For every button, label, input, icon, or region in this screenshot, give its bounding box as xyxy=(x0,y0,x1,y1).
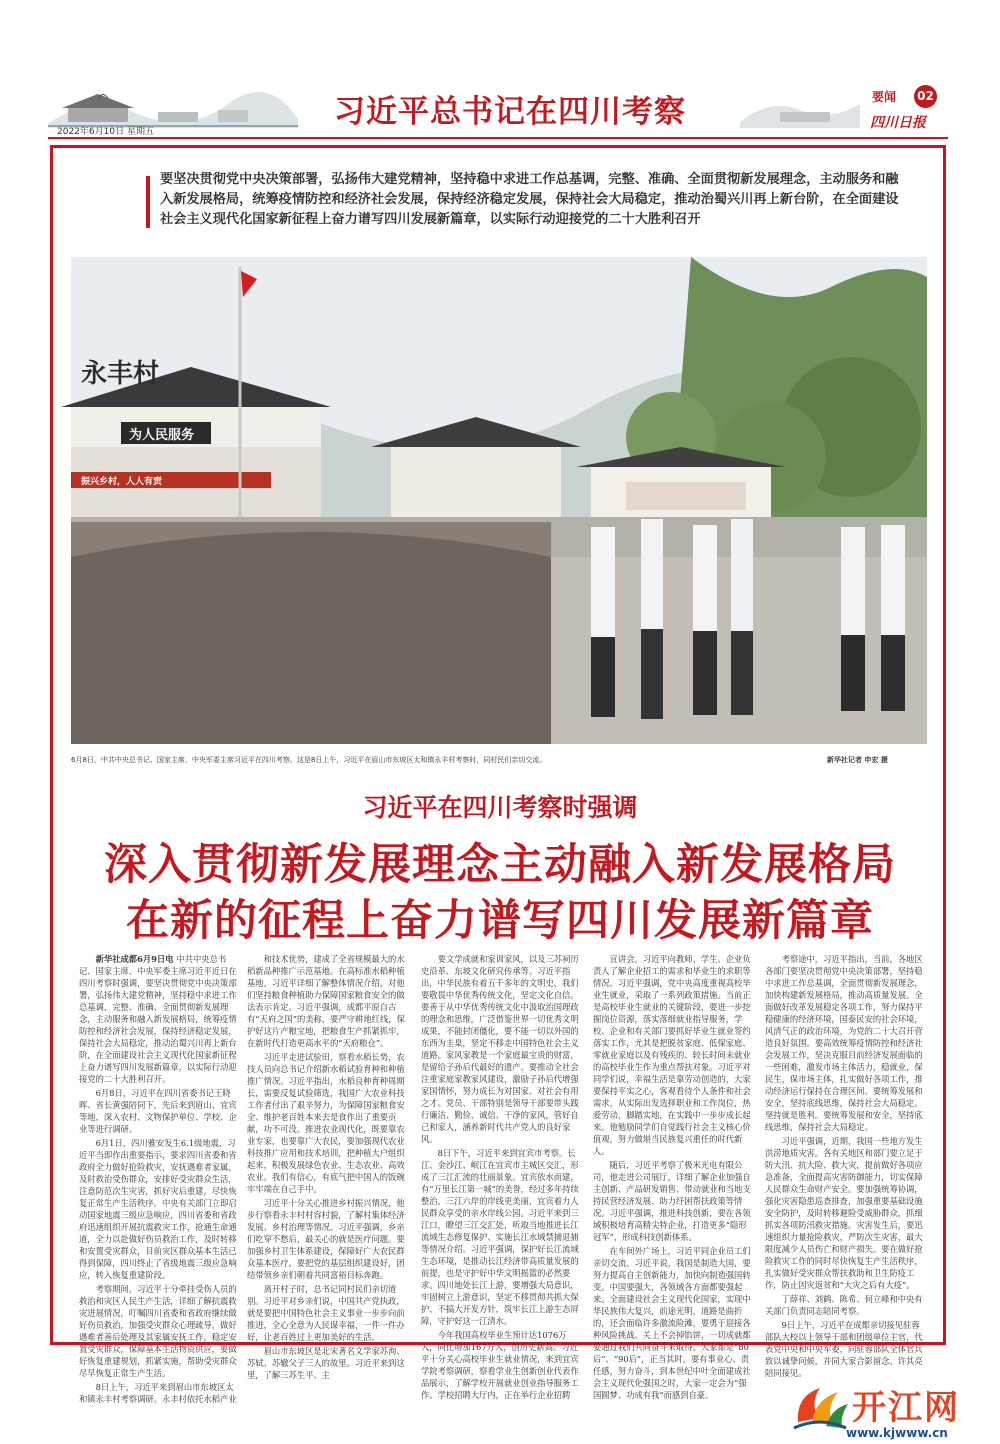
article-column-3 xyxy=(421,953,579,1400)
paragraph-text: 离开村子时，总书记同村民们亲切道别。习近平对乡亲们说，中国共产党执政，就是要把中国特色社会主义事业一步步向前推进，全心全意为人民谋幸福，一件一件办好，让老百姓过上更加美好的生活。 xyxy=(247,1284,405,1342)
article-column-2 xyxy=(247,953,405,1380)
article-paragraph xyxy=(765,1135,923,1291)
paragraph-text: 在车间外广场上，习近平同企业员工们亲切交流。习近平说，我国是制造大国，要努力提高自主创新能力，加快向制造强国转变。中国要强大，各领域各方面都要强起来。全面建设社会主义现代化国家，实现中华民族伟大复兴，前途光明，道路是曲折的，还会面临许多激流险滩，要勇于迎接各种风险挑战。关上不会掉馅饼，一切成就都要通过我们共同奋斗来取得。大家都是“80后”、“90后”，正当其时，要有事业心、责任感，努力奋斗，到本世纪中叶全面建成社会主义现代化强国之时，大家一定会为“强国圆梦、功成有我”而感到自豪。 xyxy=(593,1246,751,1400)
masthead-title: 习近平总书记在四川考察 xyxy=(334,94,686,130)
article-paragraph xyxy=(247,953,405,1049)
site-watermark-url: www.kjwww.cn xyxy=(846,1426,948,1440)
article-paragraph xyxy=(593,1159,751,1243)
paragraph-text: 随后，习近平考察了极米光电有限公司，他走进公司展厅，详细了解企业加强自主创新、产品研发销售、带动就业和当地支持民营经济发展、助力纾困帮扶政策等情况。习近平强调，推进科技创新，要在各领域积极培育高精尖特企业，打造更多“隐形冠军”，形成科技创新体系。 xyxy=(593,1160,751,1242)
article-paragraph xyxy=(593,1245,751,1401)
paragraph-text: 要文学成就和家训家风，以及三苏祠历史沿革、东坡文化研究传承等。习近平指出，中华民族有着五千多年的文明史，我们要敬畏中华优秀传统文化，坚定文化自信。要善于从中华优秀传统文化中汲取治国理政的理念和思维，广泛借鉴世界一切优秀文明成果，不能封闭僵化，要不能一切以外国的东西为圭臬，坚定不移走中国特色社会主义道路。家风家教是一个家庭最宝贵的财富，是留给子孙后代最好的遗产。要推动全社会注重家庭家教家风建设，激励子孙后代增强家国情怀，努力成长为对国家、对社会有用之才。党员、干部特别是领导干部要带头践行廉洁、勤俭、诚信、干净的家风，管好自己和家人，涵养新时代共产党人的良好家风。 xyxy=(421,954,579,1144)
site-logo-icon xyxy=(790,1378,850,1432)
headline-line-2: 在新的征程上奋力谱写四川发展新篇章 xyxy=(126,896,874,946)
headline-subhead: 习近平在四川考察时强调 xyxy=(362,793,638,822)
article-paragraph xyxy=(765,953,923,1133)
masthead-date: 2022年6月10日 星期五 xyxy=(57,127,154,137)
paragraph-text: 中共中央总书记、国家主席、中央军委主席习近平近日在四川考察时强调，要坚决贯彻党中央决策部署，弘扬伟大建党精神，坚持稳中求进工作总基调，完整、准确、全面贯彻新发展理念，主动服务和融入新发展格局，统筹疫情防控和经济社会发展，保持经济稳定发展，保持社会大局稳定，推动治蜀兴川再上新台阶，在全面建设社会主义现代化国家新征程上奋力谱写四川发展新篇章，以实际行动迎接党的二十大胜利召开。 xyxy=(79,954,237,1084)
paragraph-text: 今年我国高校毕业生预计达1076万人，同比增加167万人，创历史新高。习近平十分关心高校毕业生就业情况，来到宜宾学院考察调研，察看学业生创新创业代表作品展示，了解学校开展就业创业指导服务工作。学校招聘大厅内，正在举行企业招聘 xyxy=(421,1330,579,1400)
photo-caption: 6月8日，中共中央总书记、国家主席、中央军委主席习近平在四川考察。这是8日上午，习近平在眉山市东坡区太和镇永丰村考察时，同村民们亲切交流。 xyxy=(71,756,547,764)
article-paragraph xyxy=(247,1051,405,1195)
banner-left: 振兴乡村，人人有责 xyxy=(81,477,163,487)
article-paragraph xyxy=(765,1319,923,1379)
article-paragraph xyxy=(79,1283,237,1379)
village-sign: 永丰村 xyxy=(81,359,160,389)
article-paragraph xyxy=(421,1329,579,1401)
paragraph-text: 宣讲会。习近平向教师、学生、企业负责人了解企业招工的需求和毕业生的求职等情况。习近平强调，党中央高度重视高校毕业生就业，采取了一系列政策措施。当前正是高校毕业生就业的关键阶段，要进一步挖掘岗位资源，落实落细就业指导服务，学校、企业和有关部门要抓好毕业生就业签约落实工作，尤其是把脱贫家庭、低保家庭、零就业家庭以及有残疾的、较长时间未就业的高校毕业生作为重点帮扶对象。习近平对同学们说，幸福生活是靠劳动创造的，大家要保持平实之心，客观看待个人条件和社会需求，从实际出发选择职业和工作岗位，热爱劳动，脚踏实地，在实践中一步步成长起来。他勉励同学们自觉践行社会主义核心价值观，努力做堪当民族复兴重任的时代新人。 xyxy=(593,954,751,1156)
article-paragraph xyxy=(247,1283,405,1343)
paragraph-text: 习近平强调，近期，我国一些地方发生洪涝地质灾害。各有关地区和部门要立足于防大汛、抗大险、救大灾，提前做好各项应急准备，全面提高灾害防御能力，切实保障人民群众生命财产安全。要加强统筹协调，强化灾害隐患巡查排查，加强重要基础设施安全防护，及时转移避险受威胁群众，抓细抓实各项防汛救灾措施。灾害发生后，要迅速组织力量抢险救灾，严防次生灾害，最大限度减少人员伤亡和财产损失。要在做好抢险救灾工作的同时尽快恢复生产生活秩序，扎实做好受灾群众帮扶救助和卫生防疫工作，防止因灾返贫和“大灾之后有大疫”。 xyxy=(765,1136,923,1290)
masthead-landscape-right xyxy=(740,84,860,128)
paragraph-text: 考察途中，习近平指出，当前，各地区各部门要坚决贯彻党中央决策部署，坚持稳中求进工作总基调，全面贯彻新发展理念，加快构建新发展格局，推动高质量发展。全面做好改革发展稳定各项工作，努力保持平稳健康的经济环境，国泰民安的社会环境，风清气正的政治环境，为党的二十大召开营造良好氛围。要高效统筹疫情防控和经济社会发展工作，坚决克服目前经济发展面临的一些困难，激发市场主体活力，稳就业，保民生，保市场主体，扎实做好各项工作，推动经济运行保持在合理区间。要统筹发展和安全，坚持底线思维，保持社会大局稳定。坚持就是胜利。要统筹发展和安全，坚持底线思维，保持社会大局稳定。 xyxy=(765,954,923,1132)
paragraph-text: 和技术优势，建成了全省规模最大的水稻新品种推广示范基地。在高标准水稻种植基地，习近平详细了解整体情况介绍，对他们坚持粮食种植助力保障国家粮食安全的做法表示肯定。习近平强调，成都平原自古有“天府之国”的美称，要严守耕地红线，保护好这片产粮宝地，把粮食生产抓紧抓牢，在新时代打造更高水平的“天府粮仓”。 xyxy=(247,954,405,1048)
site-watermark-name: 开江网 xyxy=(852,1388,960,1428)
paragraph-text: 6月1日，四川雅安发生6.1级地震，习近平当即作出重要指示，要求四川省委和省政府全力做好抢险救灾，安抚遇难者家属，及时救治受伤群众，安排好受灾群众生活，注意防范次生灾害，抓好灾后重建，尽快恢复正常生产生活秩序。中央有关部门立即启动国家地震三级应急响应，四川省委和省政府迅速组织开展抗震救灾工作，抢通生命通道，全力以赴做好伤员救治工作，及时转移和安置受灾群众，目前灾区群众基本生活已得到保障，四川终止了省级地震三级应急响应，转入恢复重建阶段。 xyxy=(79,1138,237,1280)
article-column-1 xyxy=(79,953,237,1404)
paragraph-text: 考察期间，习近平十分牵挂受伤人员的救治和灾区人民生产生活，详细了解抗震救灾进展情况，叮嘱四川省委和省政府继续做好伤员救治，加强受灾群众心理疏导，做好遇难者善后处理及其家属安抚工作，稳定安置受灾群众，保障基本生活物资供应，要做好恢复重建规划，抓紧实施，帮助受灾群众尽早恢复正常生产生活。 xyxy=(79,1284,237,1378)
headline-line-1: 深入贯彻新发展理念主动融入新发展格局 xyxy=(104,840,896,890)
photo-credit: 新华社记者 申宏 摄 xyxy=(827,756,888,764)
article-paragraph xyxy=(79,1381,237,1405)
article-paragraph xyxy=(247,1345,405,1381)
article-column-4 xyxy=(593,953,751,1400)
article-paragraph xyxy=(593,953,751,1157)
paragraph-text: 丁薛祥、刘鹤、陈希、何立峰和中央有关部门负责同志陪同考察。 xyxy=(765,1294,923,1316)
article-paragraph xyxy=(79,1137,237,1281)
news-photo xyxy=(71,257,927,744)
page-number-badge: 02 xyxy=(914,85,937,108)
paragraph-text: 习近平走进试验田，察看水稻长势，农技人员向总书记介绍新水稻试验育种和种植推广情况。习近平指出，水稻良种育种周期长，需要反复试验筛选，我国广大农业科技工作者付出了艰辛努力，为保障国家粮食安全、维护老百姓本来去是食作出了重要贡献，功不可没。推进农业现代化，既要靠农业专家，也要靠广大农民，要加强现代农业科技推广应用和技术培训，把种植大户组织起来，积极发展绿色农业、生态农业、高效农业。我们有信心，有底气把中国人的饭碗牢牢端在自己手中。 xyxy=(247,1052,405,1194)
article-paragraph xyxy=(421,1147,579,1327)
summary-marker xyxy=(146,176,150,228)
village-scene-illustration xyxy=(71,257,927,744)
article-paragraph xyxy=(79,953,237,1085)
paragraph-text: 8日下午，习近平来到宜宾市考察。长江、金沙江、岷江在宜宾市主城区交汇，形成了三江汇流的壮丽景象。宜宾依水而建，有“万里长江第一城”的美誉，经过多年持续整治，三江六岸的岸线更美丽，宜宾着力人民群众享受的亲水岸线公园。习近平来到三江口，瞭望三江交汇处，听取当地推进长江流域生态修复保护、实施长江水域禁捕退捕等情况介绍。习近平强调，保护好长江流域生态环境，是推动长江经济带高质量发展的前提，也是守护好中华文明摇篮的必然要求。四川地处长江上游，要增强大局意识，牢固树立上游意识，坚定不移贯彻共抓大保护、不搞大开发方针，筑牢长江上游生态屏障，守护好这一江清水。 xyxy=(421,1148,579,1326)
section-label: 要闻 xyxy=(872,90,897,104)
paragraph-text: 9日上午，习近平在成都亲切接见驻蓉部队大校以上领导干部和团级单位主官，代表党中央和中央军委，向驻蓉部队全体官兵致以诚挚问候，并同大家合影留念。许其亮陪同接见。 xyxy=(765,1320,923,1378)
article-paragraph xyxy=(247,1197,405,1281)
masthead-landscape-left xyxy=(48,84,298,128)
paragraph-text: 习近平十分关心推进乡村振兴情况，他步行察看永丰村村容村貌，了解村集体经济发展、乡村治理等情况。习近平强调，乡亲们吃穿不愁后，最关心的就是医疗问题。要加强乡村卫生体系建设，保障好广大农民群众基本医疗。要把党的基层组织建设好，团结带领乡亲们朝着共同富裕目标奔跑。 xyxy=(247,1198,405,1280)
hall-sign: 为人民服务 xyxy=(129,428,195,443)
masthead-rule xyxy=(48,137,948,139)
article-paragraph xyxy=(765,1293,923,1317)
paragraph-text: 6月8日，习近平在四川省委书记王晓晖、省长黄强陪同下，先后来到眉山、宜宾等地，深入农村、文物保护单位、学校、企业等进行调研。 xyxy=(79,1088,237,1134)
summary-text: 要坚决贯彻党中央决策部署，弘扬伟大建党精神，坚持稳中求进工作总基调，完整、准确、全面贯彻新发展理念，主动服务和融入新发展格局，统筹疫情防控和经济社会发展，保持经济稳定发展，保持社会大局稳定，推动治蜀兴川再上新台阶，在全面建设社会主义现代化国家新征程上奋力谱写四川发展新篇章，以实际行动迎接党的二十大胜利召开 xyxy=(160,172,899,227)
paragraph-text: 8日上午，习近平来到眉山市东坡区太和镇永丰村考察调研。永丰村依托水稻产业 xyxy=(79,1382,237,1404)
newspaper-logo: 四川日报 xyxy=(870,115,926,131)
article-paragraph xyxy=(421,953,579,1145)
article-paragraph xyxy=(79,1087,237,1135)
article-column-5 xyxy=(765,953,923,1378)
paragraph-text: 眉山市东坡区是北宋著名文学家苏洵、苏轼、苏辙父子三人的故里。习近平来到这里，了解三苏生平、主 xyxy=(247,1346,405,1380)
dateline: 新华社成都6月9日电 xyxy=(95,954,177,964)
